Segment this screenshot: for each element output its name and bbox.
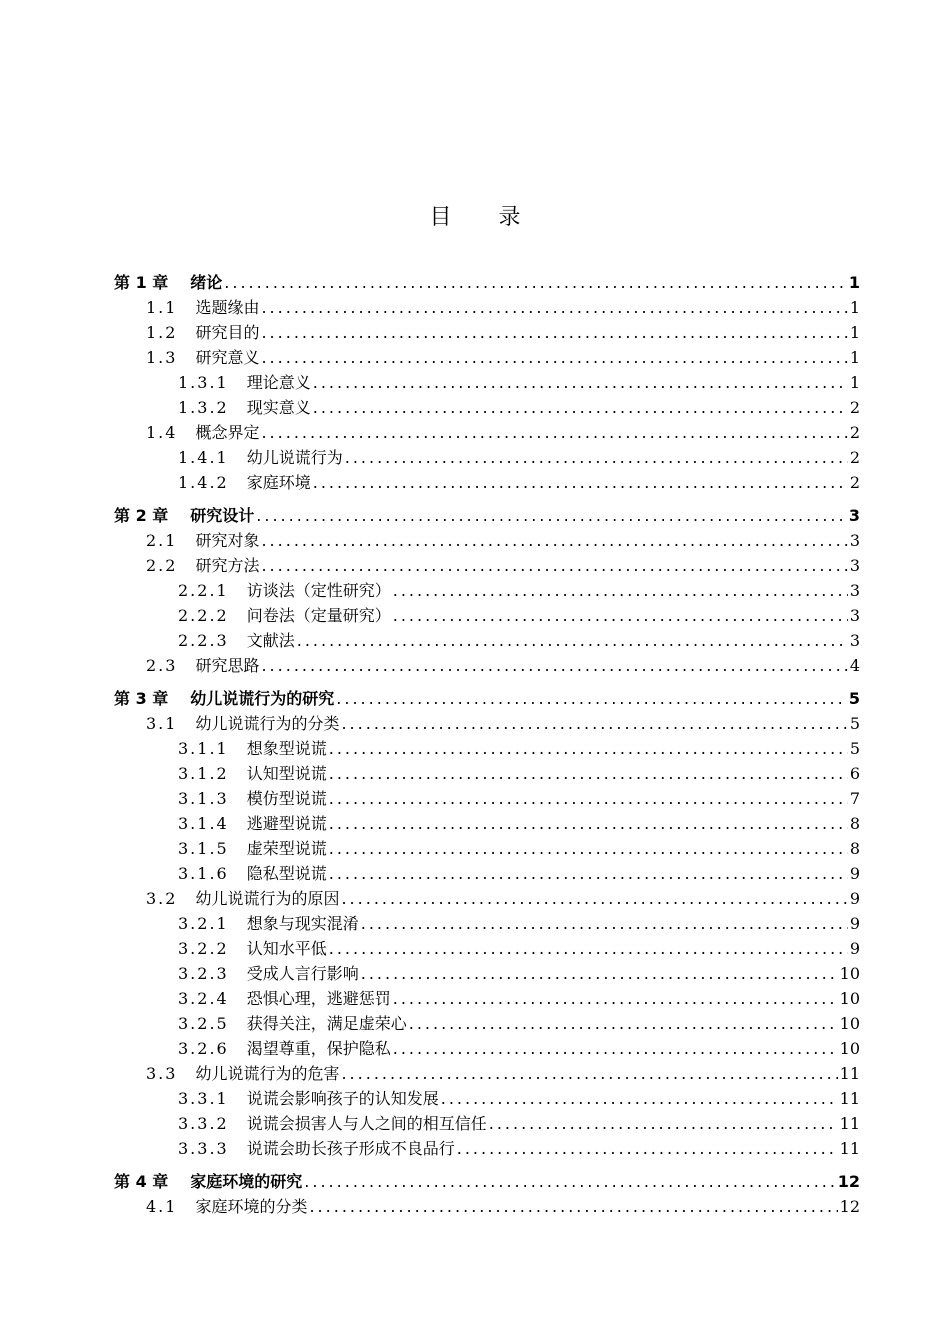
dot-leader <box>261 345 847 370</box>
toc-section-entry[interactable] <box>114 553 860 578</box>
toc-entry-number: 2.2.2 <box>178 606 229 625</box>
toc-entry-page: 9 <box>849 889 860 908</box>
dot-leader <box>393 986 838 1011</box>
toc-entry-number: 3.2 <box>146 889 178 908</box>
toc-section-entry[interactable] <box>114 1136 860 1161</box>
dot-leader <box>341 1061 837 1086</box>
toc-section-entry[interactable] <box>114 886 860 911</box>
toc-entry-page: 3 <box>849 631 860 650</box>
dot-leader <box>261 420 847 445</box>
toc-entry-number: 3.1.1 <box>178 739 229 758</box>
page-title: 目 录 <box>429 205 541 230</box>
toc-section-entry[interactable] <box>114 1036 860 1061</box>
toc-entry-title: 问卷法（定量研究） <box>246 606 391 625</box>
toc-entry-number: 3.1.4 <box>178 814 229 833</box>
dot-leader <box>297 628 848 653</box>
toc-entry-page: 1 <box>849 323 860 342</box>
dot-leader <box>261 553 847 578</box>
toc-entry-page: 11 <box>839 1114 860 1133</box>
toc-entry-number: 3.1.6 <box>178 864 229 883</box>
toc-entry-number: 第 2 章 <box>114 506 169 525</box>
toc-entry-number: 1.4.2 <box>178 473 229 492</box>
toc-entry-number: 3.1.2 <box>178 764 229 783</box>
toc-section-entry[interactable] <box>114 961 860 986</box>
toc-section-entry[interactable] <box>114 786 860 811</box>
toc-entry-title: 说谎会损害人与人之间的相互信任 <box>246 1114 487 1133</box>
toc-entry-page: 5 <box>848 689 860 708</box>
toc-entry-page: 3 <box>849 556 860 575</box>
toc-entry-number: 1.4.1 <box>178 448 229 467</box>
toc-entry-title: 选题缘由 <box>195 298 260 317</box>
toc-entry-page: 10 <box>839 1014 860 1033</box>
toc-entry-page: 11 <box>839 1139 860 1158</box>
toc-entry-page: 8 <box>849 839 860 858</box>
toc-section-entry[interactable] <box>114 836 860 861</box>
toc-section-entry[interactable] <box>114 736 860 761</box>
toc-entry-number: 1.1 <box>146 298 178 317</box>
dot-leader <box>313 395 848 420</box>
toc-section-entry[interactable] <box>114 711 860 736</box>
toc-entry-title: 想象型说谎 <box>246 739 327 758</box>
dot-leader <box>457 1136 838 1161</box>
toc-entry-page: 12 <box>837 1172 860 1191</box>
toc-entry-title: 隐私型说谎 <box>246 864 327 883</box>
toc-entry-number: 3.3.3 <box>178 1139 229 1158</box>
dot-leader <box>256 503 847 528</box>
toc-entry-number: 2.3 <box>146 656 178 675</box>
toc-section-entry[interactable] <box>114 528 860 553</box>
toc-entry-title: 逃避型说谎 <box>246 814 327 833</box>
toc-entry-number: 2.2 <box>146 556 178 575</box>
toc-section-entry[interactable] <box>114 936 860 961</box>
toc-entry-title: 获得关注，满足虚荣心 <box>246 1014 407 1033</box>
toc-entry-title: 认知型说谎 <box>246 764 327 783</box>
toc-entry-page: 3 <box>849 606 860 625</box>
toc-entry-number: 3.2.5 <box>178 1014 229 1033</box>
toc-entry-page: 2 <box>849 473 860 492</box>
dot-leader <box>309 1194 837 1219</box>
toc-section-entry[interactable] <box>114 1061 860 1086</box>
toc-entry-page: 12 <box>839 1197 860 1216</box>
toc-entry-page: 2 <box>849 423 860 442</box>
toc-section-entry[interactable] <box>114 578 860 603</box>
toc-section-entry[interactable] <box>114 861 860 886</box>
toc-entry-page: 3 <box>849 581 860 600</box>
toc-entry-page: 3 <box>848 506 860 525</box>
dot-leader <box>489 1111 838 1136</box>
toc-entry-page: 5 <box>849 739 860 758</box>
dot-leader <box>329 936 848 961</box>
toc-entry-title: 家庭环境的分类 <box>195 1197 308 1216</box>
toc-section-entry[interactable] <box>114 986 860 1011</box>
toc-entry-page: 11 <box>839 1064 860 1083</box>
toc-entry-number: 2.1 <box>146 531 178 550</box>
toc-section-entry[interactable] <box>114 811 860 836</box>
toc-entry-page: 6 <box>849 764 860 783</box>
toc-entry-number: 1.4 <box>146 423 178 442</box>
toc-entry-number: 2.2.1 <box>178 581 229 600</box>
toc-entry-page: 9 <box>849 864 860 883</box>
toc-entry-number: 3.1.3 <box>178 789 229 808</box>
dot-leader <box>393 1036 838 1061</box>
dot-leader <box>329 836 848 861</box>
toc-entry-number: 第 4 章 <box>114 1172 169 1191</box>
dot-leader <box>341 711 847 736</box>
toc-entry-title: 幼儿说谎行为 <box>246 448 343 467</box>
toc-section-entry[interactable] <box>114 911 860 936</box>
toc-entry-page: 7 <box>849 789 860 808</box>
toc-section-entry[interactable] <box>114 653 860 678</box>
toc-entry-title: 绪论 <box>190 273 223 292</box>
toc-entry-page: 2 <box>849 448 860 467</box>
toc-entry-title: 研究意义 <box>195 348 260 367</box>
toc-section-entry[interactable] <box>114 470 860 495</box>
toc-entry-number: 3.2.6 <box>178 1039 229 1058</box>
toc-section-entry[interactable] <box>114 345 860 370</box>
toc-entry-title: 研究对象 <box>195 531 260 550</box>
toc-entry-page: 11 <box>839 1089 860 1108</box>
toc-entry-title: 家庭环境 <box>246 473 311 492</box>
toc-entry-title: 虚荣型说谎 <box>246 839 327 858</box>
dot-leader <box>329 736 848 761</box>
toc-entry-number: 2.2.3 <box>178 631 229 650</box>
toc-section-entry[interactable] <box>114 295 860 320</box>
toc-chapter-entry[interactable] <box>114 1169 860 1194</box>
toc-entry-number: 4.1 <box>146 1197 178 1216</box>
toc-entry-number: 1.3 <box>146 348 178 367</box>
dot-leader <box>393 578 848 603</box>
toc-entry-number: 3.3.2 <box>178 1114 229 1133</box>
toc-entry-title: 研究方法 <box>195 556 260 575</box>
toc-entry-title: 说谎会助长孩子形成不良品行 <box>246 1139 455 1158</box>
toc-entry-page: 10 <box>839 1039 860 1058</box>
dot-leader <box>341 886 847 911</box>
toc-entry-title: 渴望尊重，保护隐私 <box>246 1039 391 1058</box>
toc-chapter-entry[interactable] <box>114 686 860 711</box>
toc-entry-page: 1 <box>849 373 860 392</box>
toc-entry-title: 现实意义 <box>246 398 311 417</box>
toc-entry-number: 第 3 章 <box>114 689 169 708</box>
toc-entry-number: 第 1 章 <box>114 273 169 292</box>
dot-leader <box>329 786 848 811</box>
toc-entry-page: 4 <box>849 656 860 675</box>
dot-leader <box>261 653 847 678</box>
toc-entry-page: 3 <box>849 531 860 550</box>
dot-leader <box>361 911 848 936</box>
dot-leader <box>329 761 848 786</box>
toc-entry-number: 3.2.3 <box>178 964 229 983</box>
toc-entry-title: 恐惧心理，逃避惩罚 <box>246 989 391 1008</box>
toc-chapter-entry[interactable] <box>114 503 860 528</box>
dot-leader <box>361 961 838 986</box>
toc-section-entry[interactable] <box>114 1086 860 1111</box>
toc-entry-page: 10 <box>839 989 860 1008</box>
toc-entry-page: 10 <box>839 964 860 983</box>
toc-entry-title: 幼儿说谎行为的原因 <box>195 889 340 908</box>
toc-section-entry[interactable] <box>114 1194 860 1219</box>
dot-leader <box>261 295 847 320</box>
toc-entry-title: 认知水平低 <box>246 939 327 958</box>
toc-section-entry[interactable] <box>114 420 860 445</box>
toc-entry-title: 理论意义 <box>246 373 311 392</box>
toc-entry-title: 概念界定 <box>195 423 260 442</box>
toc-entry-title: 研究设计 <box>190 506 255 525</box>
toc-entry-number: 3.2.1 <box>178 914 229 933</box>
toc-entry-page: 1 <box>849 348 860 367</box>
dot-leader <box>441 1086 838 1111</box>
dot-leader <box>345 445 848 470</box>
toc-entry-title: 文献法 <box>246 631 295 650</box>
toc-entry-page: 9 <box>849 914 860 933</box>
toc-entry-number: 1.2 <box>146 323 178 342</box>
toc-entry-title: 说谎会影响孩子的认知发展 <box>246 1089 439 1108</box>
toc-entry-page: 5 <box>849 714 860 733</box>
dot-leader <box>336 686 847 711</box>
toc-entry-title: 模仿型说谎 <box>246 789 327 808</box>
toc-entry-number: 3.2.4 <box>178 989 229 1008</box>
toc-entry-title: 想象与现实混淆 <box>246 914 359 933</box>
dot-leader <box>224 270 847 295</box>
toc-entry-title: 研究思路 <box>195 656 260 675</box>
toc-entry-page: 9 <box>849 939 860 958</box>
toc-entry-page: 1 <box>848 273 860 292</box>
toc-entry-number: 1.3.1 <box>178 373 229 392</box>
toc-entry-number: 3.2.2 <box>178 939 229 958</box>
toc-chapter-entry[interactable] <box>114 270 860 295</box>
toc-entry-number: 3.1 <box>146 714 178 733</box>
toc-section-entry[interactable] <box>114 395 860 420</box>
toc-entry-page: 1 <box>849 298 860 317</box>
dot-leader <box>329 861 848 886</box>
toc-section-entry[interactable] <box>114 603 860 628</box>
toc-entry-title: 幼儿说谎行为的研究 <box>190 689 335 708</box>
toc-entry-number: 3.1.5 <box>178 839 229 858</box>
dot-leader <box>409 1011 838 1036</box>
toc-entry-page: 8 <box>849 814 860 833</box>
toc-entry-title: 家庭环境的研究 <box>190 1172 303 1191</box>
dot-leader <box>313 470 848 495</box>
toc-entry-number: 3.3.1 <box>178 1089 229 1108</box>
toc-section-entry[interactable] <box>114 628 860 653</box>
toc-section-entry[interactable] <box>114 1011 860 1036</box>
toc-entry-number: 3.3 <box>146 1064 178 1083</box>
toc-entry-title: 幼儿说谎行为的分类 <box>195 714 340 733</box>
toc-entry-title: 访谈法（定性研究） <box>246 581 391 600</box>
toc-entry-page: 2 <box>849 398 860 417</box>
dot-leader <box>313 370 848 395</box>
dot-leader <box>261 320 847 345</box>
dot-leader <box>304 1169 835 1194</box>
toc-section-entry[interactable] <box>114 370 860 395</box>
toc-section-entry[interactable] <box>114 1111 860 1136</box>
dot-leader <box>261 528 847 553</box>
toc-entry-title: 研究目的 <box>195 323 260 342</box>
dot-leader <box>329 811 848 836</box>
toc-entry-title: 受成人言行影响 <box>246 964 359 983</box>
toc-section-entry[interactable] <box>114 761 860 786</box>
toc-section-entry[interactable] <box>114 320 860 345</box>
toc-entry-number: 1.3.2 <box>178 398 229 417</box>
table-of-contents <box>114 270 860 1219</box>
toc-section-entry[interactable] <box>114 445 860 470</box>
dot-leader <box>393 603 848 628</box>
toc-entry-title: 幼儿说谎行为的危害 <box>195 1064 340 1083</box>
